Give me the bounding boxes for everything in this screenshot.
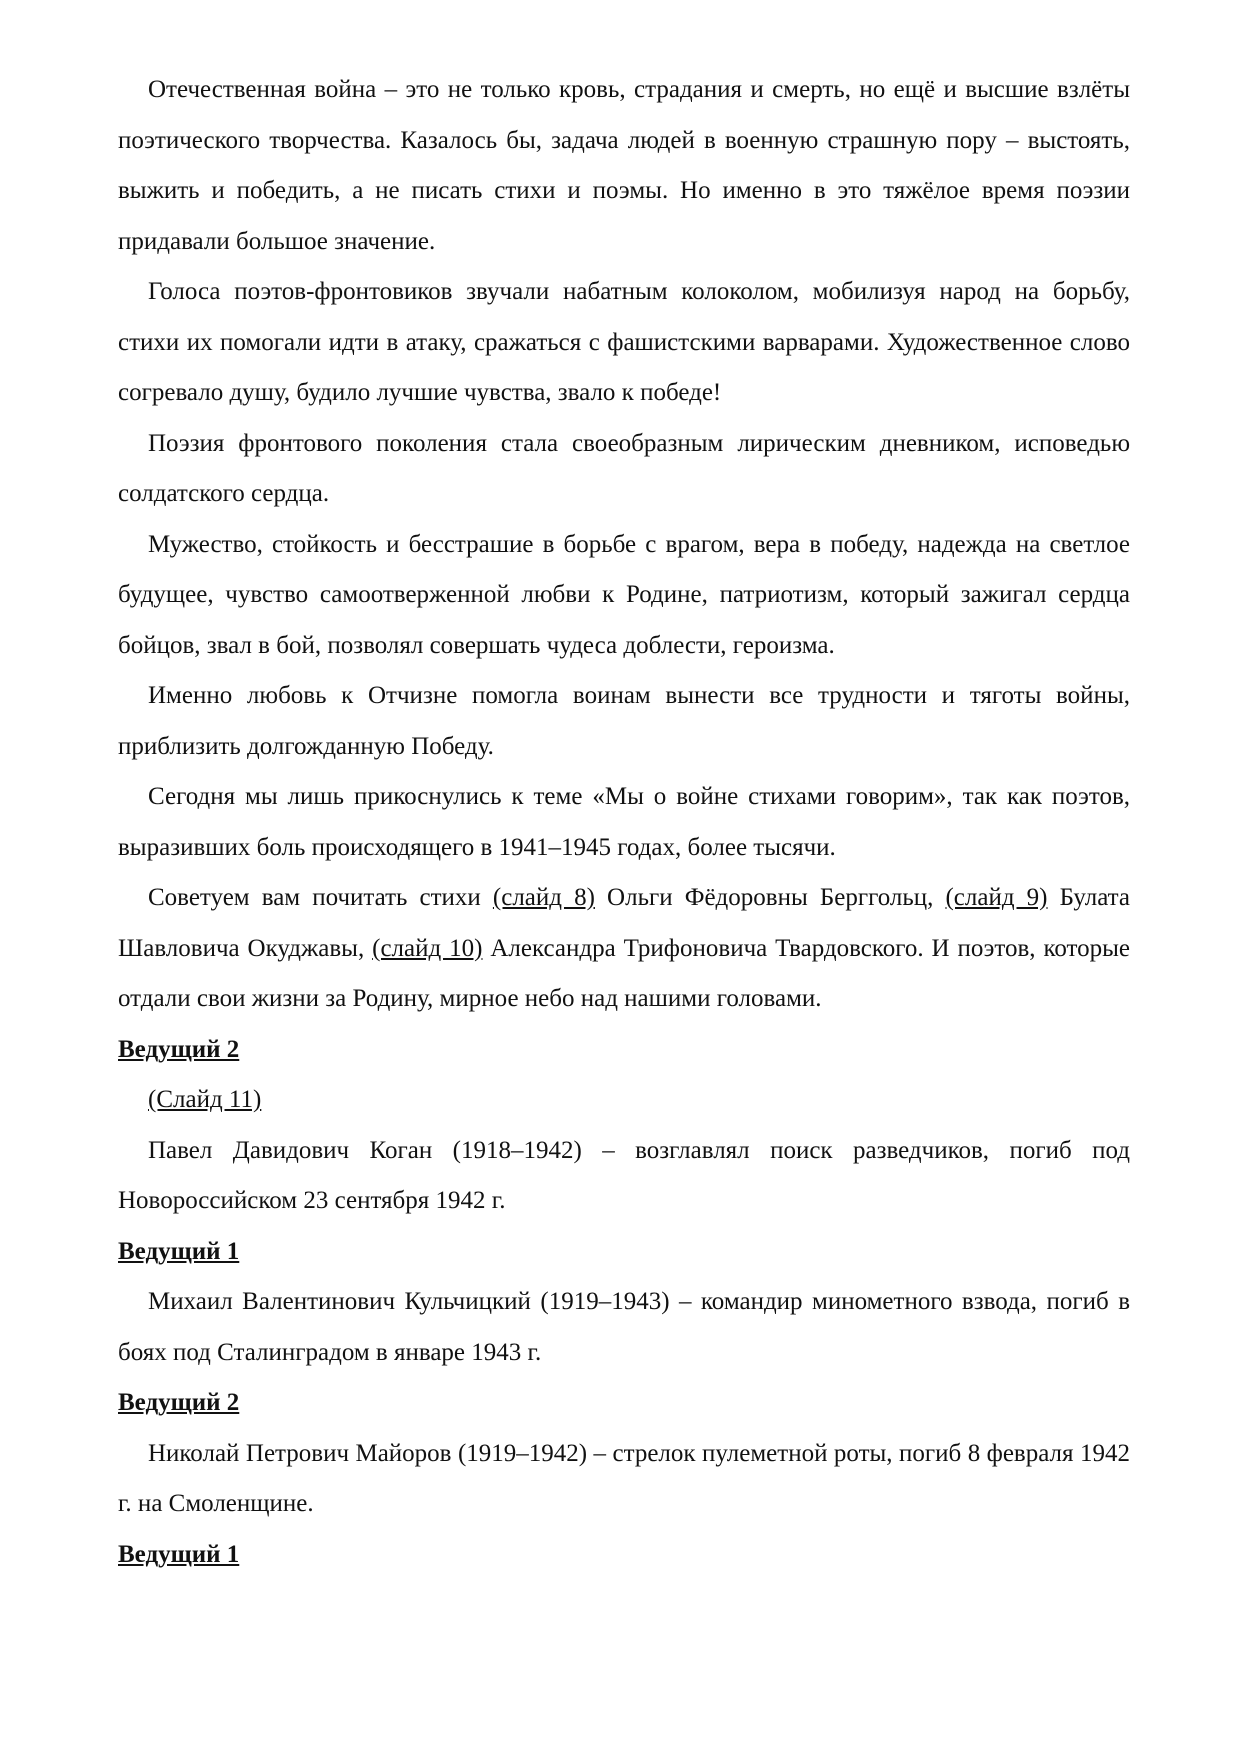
text-fragment: Советуем вам почитать стихи: [148, 884, 493, 911]
text-fragment: Александра Трифоновича Твардовского. И поэтов, которые отдали свои жизни за Родину, мирное небо над нашими головами.: [118, 934, 1130, 1012]
text-fragment: Ольги Фёдоровны Берггольц,: [594, 884, 946, 911]
paragraph-recommendation: [118, 873, 1130, 1025]
speaker-heading: Ведущий 2: [118, 1035, 240, 1063]
slide-8-link[interactable]: (слайд 8): [492, 884, 595, 911]
slide-9-link[interactable]: (слайд 9): [945, 884, 1048, 911]
paragraph: Поэзия фронтового поколения стала своеобразным лирическим дневником, исповедью солдатского сердца.: [118, 429, 1130, 507]
text-fragment: Булата Шавловича Окуджавы,: [118, 884, 1131, 962]
slide-11-link[interactable]: (Слайд 11): [148, 1086, 262, 1113]
paragraph: Михаил Валентинович Кульчицкий (1919–1943) – командир минометного взвода, погиб в боях под Сталинградом в январе 1943 г.: [118, 1288, 1130, 1366]
speaker-heading: Ведущий 1: [118, 1540, 240, 1568]
slide-11-paragraph: [118, 1075, 1130, 1126]
paragraph: Именно любовь к Отчизне помогла воинам вынести все трудности и тяготы войны, приблизить долгожданную Победу.: [118, 682, 1130, 760]
paragraph: Сегодня мы лишь прикоснулись к теме «Мы о войне стихами говорим», так как поэтов, выразивших боль происходящего в 1941–1945 годах, более тысячи.: [118, 783, 1130, 861]
document-page: [118, 65, 1130, 1580]
paragraph: Голоса поэтов-фронтовиков звучали набатным колоколом, мобилизуя народ на борьбу, стихи их помогали идти в атаку, сражаться с фашистскими варварами. Художественное слово согревало душу, будило лучшие чувства, звало к победе!: [118, 278, 1130, 406]
speaker-heading: Ведущий 1: [118, 1237, 240, 1265]
paragraph: Мужество, стойкость и бесстрашие в борьбе с врагом, вера в победу, надежда на светлое будущее, чувство самоотверженной любви к Родине, патриотизм, который зажигал сердца бойцов, звал в бой, позволял совершать чудеса доблести, героизма.: [118, 530, 1130, 659]
paragraph: Николай Петрович Майоров (1919–1942) – стрелок пулеметной роты, погиб 8 февраля 1942 г. на Смоленщине.: [118, 1439, 1130, 1517]
speaker-heading: Ведущий 2: [118, 1389, 240, 1416]
paragraph: Отечественная война – это не только кровь, страдания и смерть, но ещё и высшие взлёты поэтического творчества. Казалось бы, задача людей в военную страшную пору – выстоять, выжить и победить, а не писать стихи и поэмы. Но именно в это тяжёлое время поэзии придавали большое значение.: [118, 76, 1130, 255]
slide-10-link[interactable]: (слайд 10): [372, 934, 483, 962]
paragraph: Павел Давидович Коган (1918–1942) – возглавлял поиск разведчиков, погиб под Новороссийском 23 сентября 1942 г.: [118, 1136, 1130, 1214]
